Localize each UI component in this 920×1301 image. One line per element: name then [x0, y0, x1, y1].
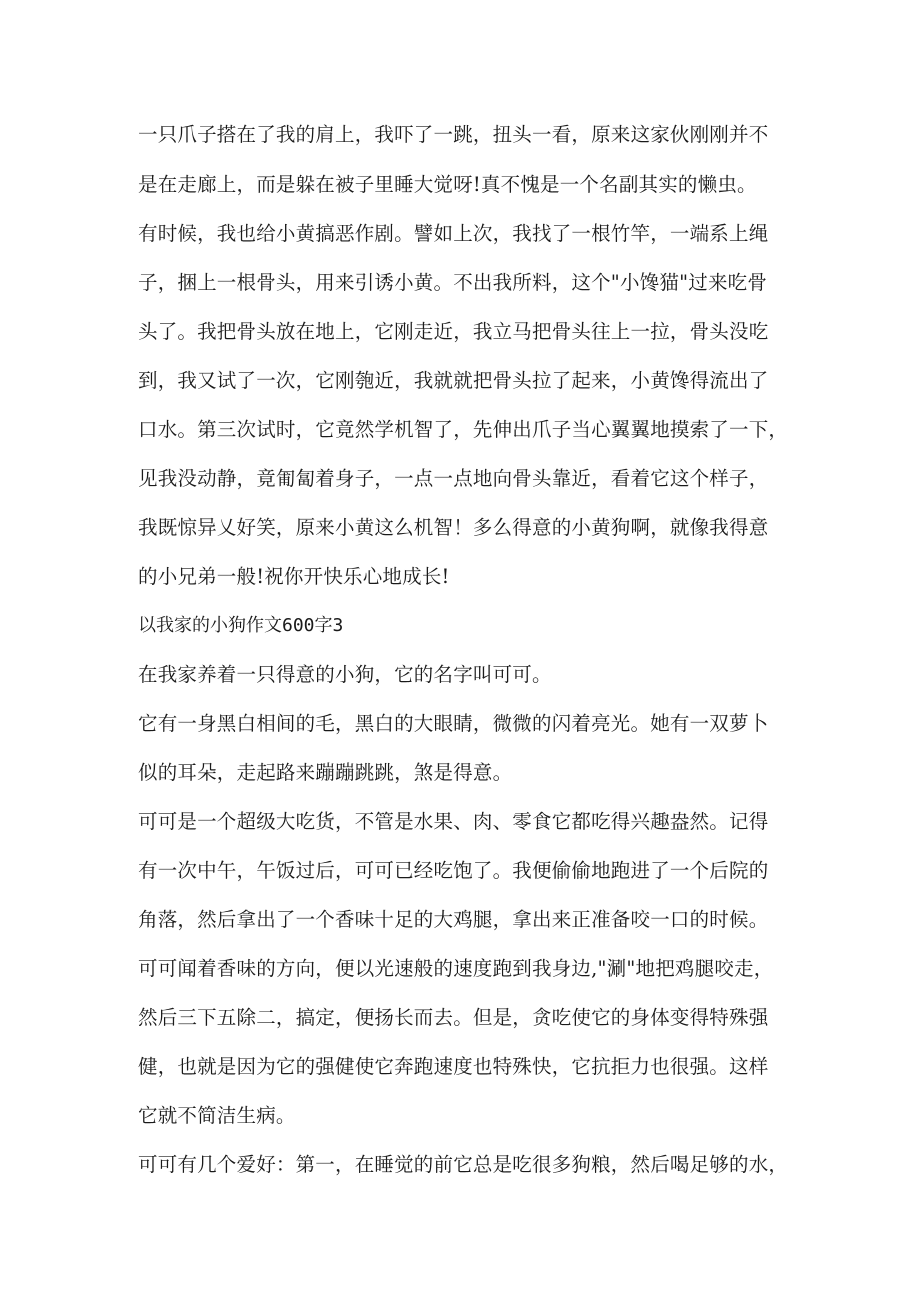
text-line: 它有一身黑白相间的毛，黑白的大眼睛，微微的闪着亮光。她有一双萝卜: [138, 712, 769, 735]
text-line: 可可闻着香味的方向，便以光速般的速度跑到我身边,"涮"地把鸡腿咬走，: [138, 957, 774, 980]
text-line: 的小兄弟一般!祝你开快乐心地成长!: [138, 565, 450, 588]
text-line: 可可是一个超级大吃货，不管是水果、肉、零食它都吃得兴趣盎然。记得: [138, 810, 769, 833]
text-line: 有一次中午，午饭过后，可可已经吃饱了。我便偷偷地跑进了一个后院的: [138, 859, 769, 882]
text-line: 似的耳朵，走起路来蹦蹦跳跳，煞是得意。: [138, 761, 513, 784]
text-line: 我既惊异乂好笑，原来小黄这么机智！多么得意的小黄狗啊，就像我得意: [138, 516, 769, 539]
text-line: 角落，然后拿出了一个香味十足的大鸡腿，拿出来正准备咬一口的时候。: [138, 908, 769, 931]
text-line: 一只爪子搭在了我的肩上，我吓了一跳，扭头一看，原来这家伙刚刚并不: [138, 123, 769, 146]
text-line: 可可有几个爱好：第一，在睡觉的前它总是吃很多狗粮，然后喝足够的水，: [138, 1153, 789, 1176]
text-line: 健，也就是因为它的强健使它奔跑速度也特殊快，它抗拒力也很强。这样: [138, 1055, 769, 1078]
text-line: 见我没动静，竟匍匐着身子，一点一点地向骨头靠近，看着它这个样子，: [138, 467, 769, 490]
text-line: 子，捆上一根骨头，用来引诱小黄。不出我所料，这个"小馋猫"过来吃骨: [138, 271, 768, 294]
text-line: 到，我又试了一次，它刚匏近，我就就把骨头拉了起来，小黄馋得流出了: [138, 369, 769, 392]
text-line: 口水。第三次试时，它竟然学机智了，先伸出爪子当心翼翼地摸索了一下，: [138, 418, 789, 441]
text-line: 有时候，我也给小黄搞恶作剧。譬如上次，我找了一根竹竿，一端系上绳: [138, 222, 769, 245]
section-heading: 以我家的小狗作文600字3: [138, 615, 344, 636]
text-line: 头了。我把骨头放在地上，它刚走近，我立马把骨头往上一拉，骨头没吃: [138, 320, 769, 343]
text-line: 在我家养着一只得意的小狗，它的名字叫可可。: [138, 663, 552, 686]
text-line: 是在走廊上，而是躲在被子里睡大觉呀!真不愧是一个名副其实的懒虫。: [138, 173, 757, 196]
text-line: 它就不简洁生病。: [138, 1104, 296, 1127]
text-line: 然后三下五除二，搞定，便扬长而去。但是，贪吃使它的身体变得特殊强: [138, 1006, 769, 1029]
